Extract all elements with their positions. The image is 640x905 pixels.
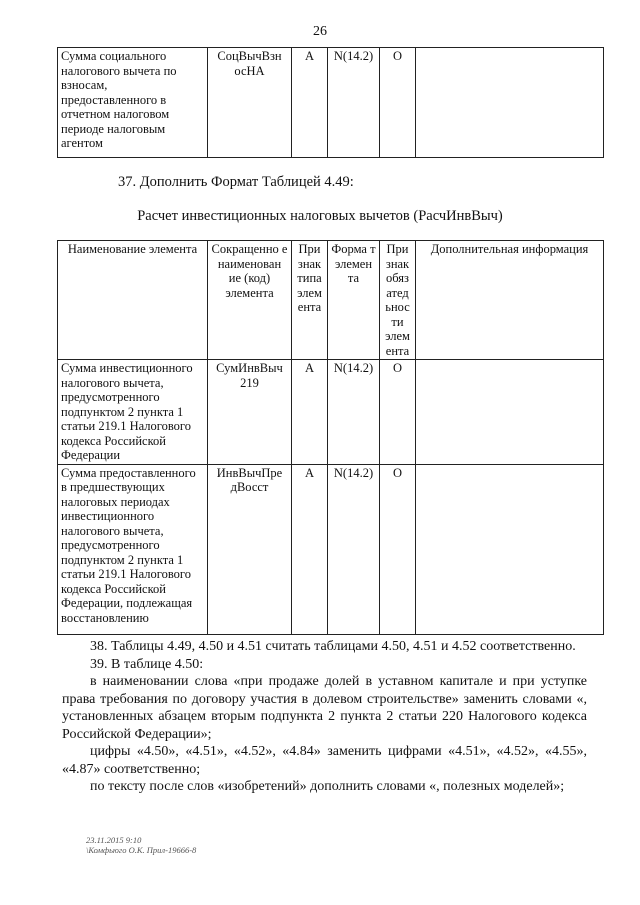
element-code: СоцВычВзн осНА — [208, 48, 292, 158]
table-row — [58, 464, 604, 634]
element-required: О — [380, 360, 416, 465]
table-row — [58, 360, 604, 465]
element-info — [416, 48, 604, 158]
element-format: N(14.2) — [328, 360, 380, 465]
page-number: 26 — [313, 24, 327, 39]
header-info: Дополнительная информация — [416, 241, 604, 360]
table-4-49 — [57, 240, 604, 635]
element-required: О — [380, 464, 416, 634]
paragraph-39c: по тексту после слов «изобретений» дополнить словами «, полезных моделей»; — [90, 779, 565, 794]
element-name: Сумма предоставленного в предшествующих налоговых периодах инвестиционного налогового вычета, предусмотренного подпунктом 2 пункта 1 статьи 219.1 Налогового кодекса Российской Федерации, подлежащая восстановлению — [58, 464, 208, 634]
element-info — [416, 360, 604, 465]
header-name: Наименование элемента — [58, 241, 208, 360]
header-type: При знак типа элем ента — [292, 241, 328, 360]
section-37-heading: 37. Дополнить Формат Таблицей 4.49: — [118, 174, 354, 190]
paragraph-38: 38. Таблицы 4.49, 4.50 и 4.51 считать таблицами 4.50, 4.51 и 4.52 соответственно. — [90, 639, 576, 654]
element-type: А — [292, 464, 328, 634]
paragraph-39b: цифры «4.50», «4.51», «4.52», «4.84» заменить цифрами «4.51», «4.52», «4.55», «4.87» соответственно; — [62, 744, 587, 777]
element-code: СумИнвВыч 219 — [208, 360, 292, 465]
header-required: При знак обяз атед ьнос ти элем ента — [380, 241, 416, 360]
paragraph-39a: в наименовании слова «при продаже долей в уставном капитале и при уступке права требования по договору участия в долевом строительстве» заменить словами «, установленных абзацем вторым подпункта 2 пункта 2 статьи 220 Налогового кодекса Российской Федерации»; — [62, 674, 587, 742]
element-format: N(14.2) — [328, 48, 380, 158]
element-info — [416, 464, 604, 634]
paragraph-39: 39. В таблице 4.50: — [90, 656, 204, 672]
element-type: А — [292, 360, 328, 465]
body-text — [62, 638, 587, 796]
element-code: ИнвВычПре дВосст — [208, 464, 292, 634]
element-required: О — [380, 48, 416, 158]
element-name: Сумма инвестиционного налогового вычета, предусмотренного подпунктом 2 пункта 1 статьи 219.1 Налогового кодекса Российской Федерации — [58, 360, 208, 465]
element-name: Сумма социального налогового вычета по взносам, предоставленного в отчетном налоговом периоде налоговым агентом — [58, 48, 208, 158]
table-header-row — [58, 241, 604, 360]
footer-timestamp: 23.11.2015 9:10 — [86, 835, 142, 845]
element-type: А — [292, 48, 328, 158]
header-code: Сокращенно е наименован ие (код) элемента — [208, 241, 292, 360]
table-title: Расчет инвестиционных налоговых вычетов (РасчИнвВыч) — [137, 208, 503, 224]
footer-stamp — [86, 835, 196, 855]
element-format: N(14.2) — [328, 464, 380, 634]
header-format: Форма т элемен та — [328, 241, 380, 360]
footer-file-ref: \Комфьюго О.К. Прил-19666-8 — [86, 845, 197, 855]
table-row — [58, 48, 604, 158]
continued-table — [57, 47, 604, 158]
